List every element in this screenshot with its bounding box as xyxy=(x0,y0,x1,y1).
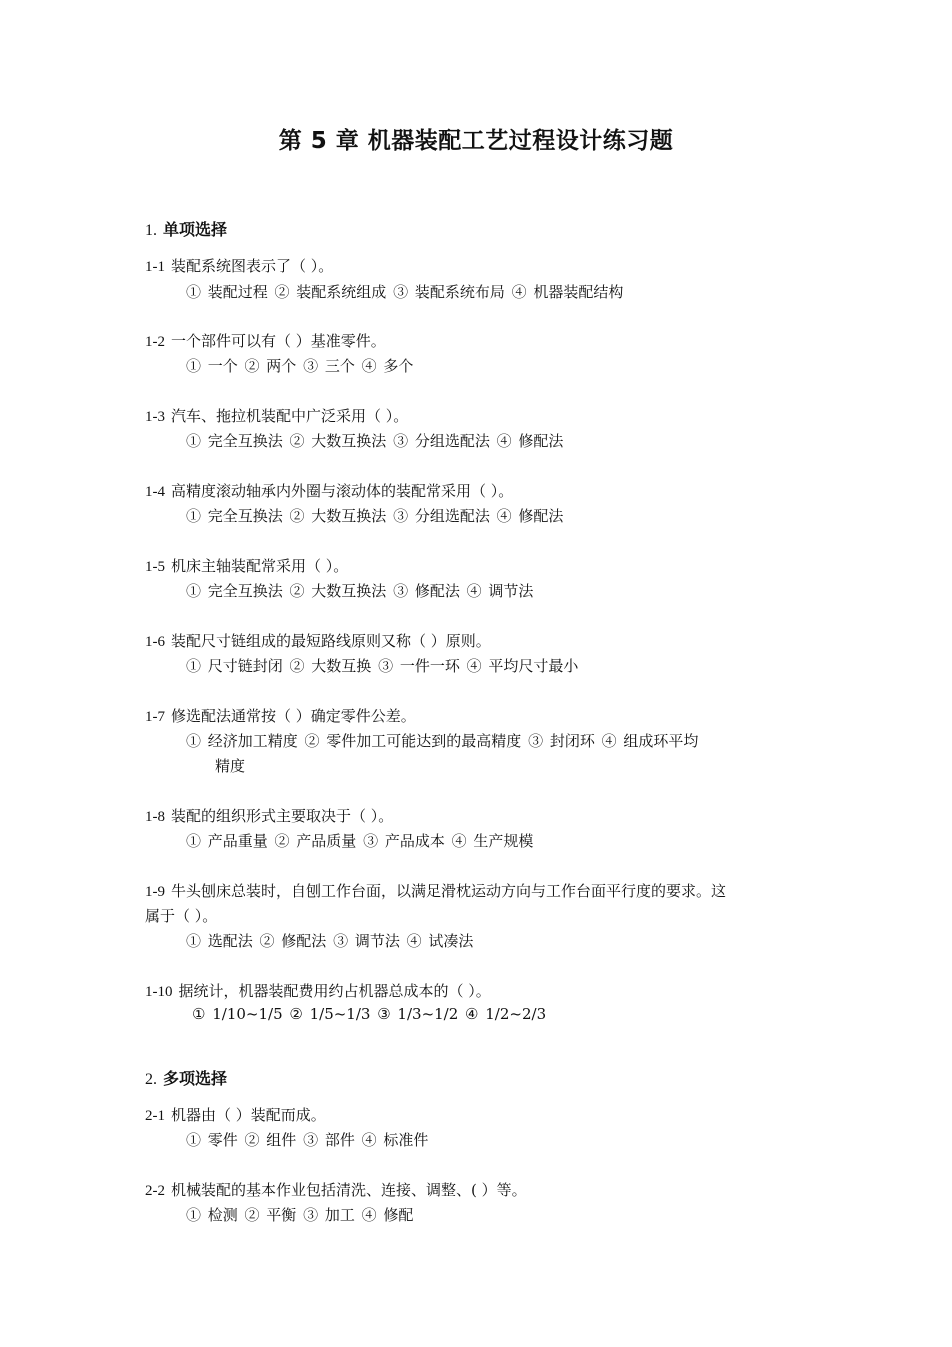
question-text: 高精度滚动轴承内外圈与滚动体的装配常采用（ ）。 xyxy=(171,482,514,500)
question-1-1 xyxy=(145,255,333,276)
question-number: 1-4 xyxy=(145,484,165,500)
section-title: 多项选择 xyxy=(163,1069,228,1088)
page-title: 第 5 章 机器装配工艺过程设计练习题 xyxy=(278,128,674,154)
question-text: 机械装配的基本作业包括清洗、连接、调整、( ）等。 xyxy=(171,1181,527,1199)
question-1-9-options: ① 选配法 ② 修配法 ③ 调节法 ④ 试凑法 xyxy=(186,932,474,950)
question-text: 牛头刨床总装时，自刨工作台面，以满足滑枕运动方向与工作台面平行度的要求。这 xyxy=(171,882,727,900)
question-text: 机器由（ ）装配而成。 xyxy=(171,1106,326,1124)
question-1-10-options: ① 1/10~1/5 ② 1/5~1/3 ③ 1/3~1/2 ④ 1/2~2/3 xyxy=(192,1005,547,1023)
section-title: 单项选择 xyxy=(163,220,228,239)
question-1-4 xyxy=(145,480,513,501)
question-1-7-options-continued: 精度 xyxy=(215,757,246,775)
question-1-3 xyxy=(145,405,408,426)
question-1-7 xyxy=(145,705,416,726)
question-1-9 xyxy=(145,880,726,901)
question-number: 1-8 xyxy=(145,809,165,825)
question-1-3-options: ① 完全互换法 ② 大数互换法 ③ 分组选配法 ④ 修配法 xyxy=(186,432,564,450)
question-number: 1-6 xyxy=(145,634,165,650)
question-text: 修选配法通常按（ ）确定零件公差。 xyxy=(171,707,416,725)
question-2-1-options: ① 零件 ② 组件 ③ 部件 ④ 标准件 xyxy=(186,1131,429,1149)
question-number: 1-10 xyxy=(145,984,173,1000)
question-text: 汽车、拖拉机装配中广泛采用（ ）。 xyxy=(171,407,409,425)
question-text: 装配尺寸链组成的最短路线原则又称（ ）原则。 xyxy=(171,632,491,650)
question-1-2 xyxy=(145,330,386,351)
question-2-1 xyxy=(145,1104,326,1125)
question-2-2-options: ① 检测 ② 平衡 ③ 加工 ④ 修配 xyxy=(186,1206,414,1224)
question-1-6 xyxy=(145,630,491,651)
question-1-4-options: ① 完全互换法 ② 大数互换法 ③ 分组选配法 ④ 修配法 xyxy=(186,507,564,525)
question-1-10 xyxy=(145,980,491,1001)
question-text: 装配系统图表示了（ ）。 xyxy=(171,257,334,275)
question-2-2 xyxy=(145,1179,527,1200)
section-number: 1. xyxy=(145,222,157,239)
question-1-7-options: ① 经济加工精度 ② 零件加工可能达到的最高精度 ③ 封闭环 ④ 组成环平均 xyxy=(186,732,699,750)
question-text: 据统计，机器装配费用约占机器总成本的（ ）。 xyxy=(178,982,491,1000)
section-heading-multiple-choice xyxy=(145,1066,227,1089)
question-1-8-options: ① 产品重量 ② 产品质量 ③ 产品成本 ④ 生产规模 xyxy=(186,832,534,850)
section-number: 2. xyxy=(145,1071,157,1088)
question-1-8 xyxy=(145,805,393,826)
question-number: 2-2 xyxy=(145,1183,165,1199)
question-number: 2-1 xyxy=(145,1108,165,1124)
section-heading-single-choice xyxy=(145,217,227,240)
question-text: 装配的组织形式主要取决于（ ）。 xyxy=(171,807,394,825)
question-text: 机床主轴装配常采用（ ）。 xyxy=(171,557,349,575)
question-number: 1-5 xyxy=(145,559,165,575)
question-1-1-options: ① 装配过程 ② 装配系统组成 ③ 装配系统布局 ④ 机器装配结构 xyxy=(186,283,624,301)
question-number: 1-9 xyxy=(145,884,165,900)
question-number: 1-2 xyxy=(145,334,165,350)
question-number: 1-3 xyxy=(145,409,165,425)
question-text: 一个部件可以有（ ）基准零件。 xyxy=(171,332,386,350)
question-1-9-continued: 属于（ ）。 xyxy=(145,907,218,925)
question-number: 1-7 xyxy=(145,709,165,725)
question-number: 1-1 xyxy=(145,259,165,275)
question-1-5 xyxy=(145,555,348,576)
question-1-5-options: ① 完全互换法 ② 大数互换法 ③ 修配法 ④ 调节法 xyxy=(186,582,534,600)
question-1-2-options: ① 一个 ② 两个 ③ 三个 ④ 多个 xyxy=(186,357,414,375)
question-1-6-options: ① 尺寸链封闭 ② 大数互换 ③ 一件一环 ④ 平均尺寸最小 xyxy=(186,657,579,675)
